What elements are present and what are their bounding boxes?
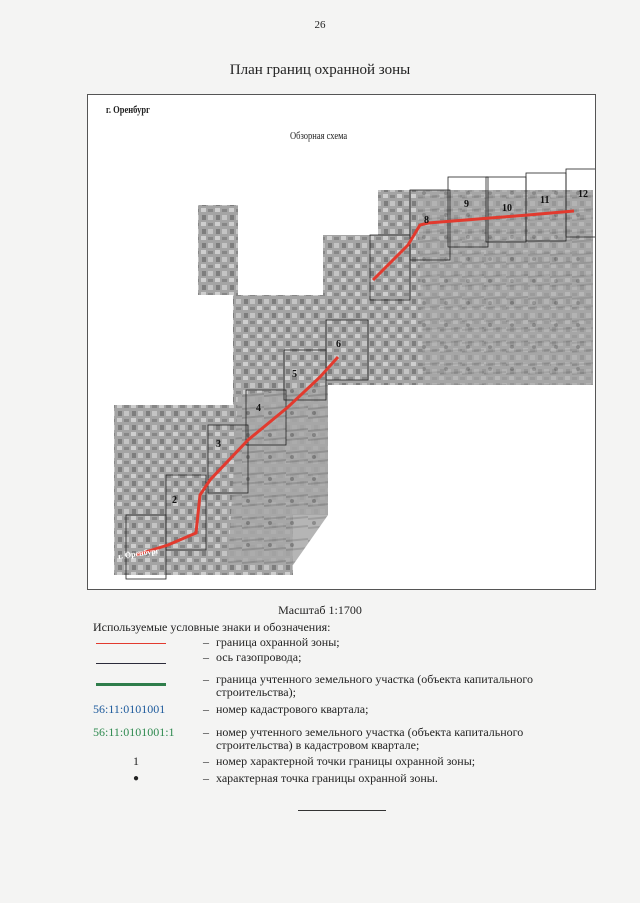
map-scheme-label: Обзорная схема	[290, 131, 348, 142]
sheet-number-11: 11	[540, 195, 550, 206]
page-title: План границ охранной зоны	[229, 62, 411, 78]
sheet-number-3: 3	[216, 439, 221, 450]
overview-map	[87, 94, 596, 590]
sheet-number-2: 2	[172, 495, 177, 506]
legend-symbol: 56:11:0101001:1	[93, 725, 175, 739]
legend-symbol: 56:11:0101001	[93, 702, 166, 716]
sheet-number-8: 8	[424, 215, 429, 226]
legend-symbol	[93, 636, 193, 649]
legend-heading: Используемые условные знаки и обозначения:	[93, 620, 331, 634]
legend-symbol: 1	[133, 754, 139, 768]
sheet-number-5: 5	[292, 369, 297, 380]
sheet-number-9: 9	[464, 199, 469, 210]
legend-symbol	[93, 651, 193, 664]
legend-symbol: ●	[132, 773, 140, 784]
legend-symbol	[93, 673, 193, 686]
sheet-number-10: 10	[502, 203, 512, 214]
map-city-label-bottom: г. Оренбург	[117, 546, 160, 561]
map-city-label: г. Оренбург	[106, 105, 150, 116]
sheet-number-6: 6	[336, 339, 341, 350]
aerial-map-graphic	[88, 95, 596, 590]
bottom-rule	[298, 810, 386, 811]
map-scale: Масштаб 1:1700	[278, 603, 362, 617]
sheet-number-12: 12	[578, 189, 588, 200]
page-number: 26	[314, 19, 326, 31]
sheet-number-4: 4	[256, 403, 261, 414]
